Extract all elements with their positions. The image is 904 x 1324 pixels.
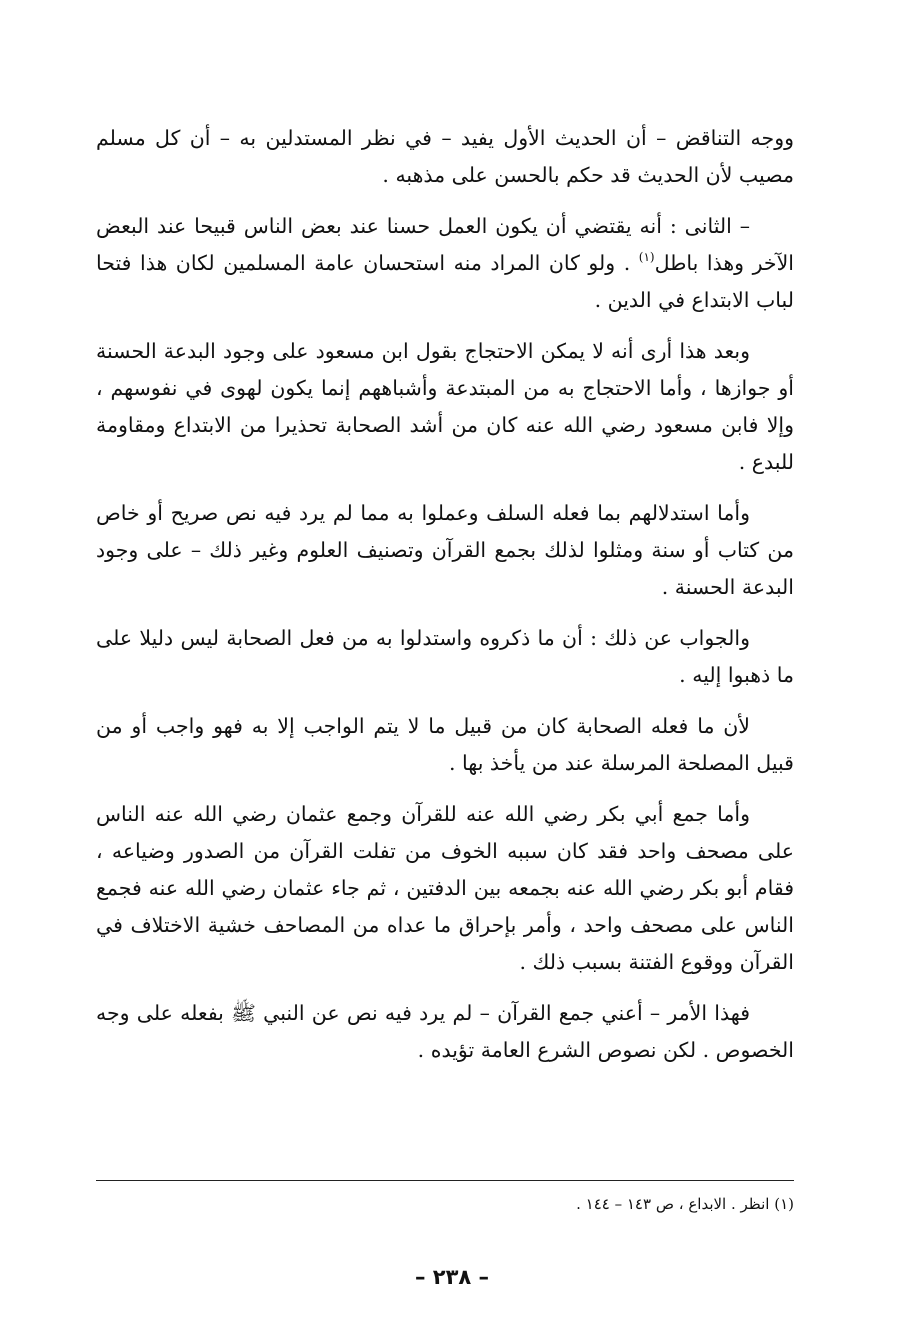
page-number: – ٢٣٨ – xyxy=(414,1265,490,1289)
paragraph-conclusion: فهذا الأمر – أعني جمع القرآن – لم يرد فيه نص عن النبي ﷺ بفعله على وجه الخصوص . لكن نصوص الشرع العامة تؤيده . xyxy=(96,1001,794,1062)
paragraph-ibn-masud: وبعد هذا أرى أنه لا يمكن الاحتجاج بقول ابن مسعود على وجود البدعة الحسنة أو جوازها ، وأما الاحتجاج به من المبتدعة وأشباههم إنما يكون لهوى في نفوسهم ، وإلا فابن مسعود رضي الله عنه كان من أشد الصحابة تحذيرا من الابتداع ومقاومة للبدع . xyxy=(96,339,794,474)
page-body xyxy=(96,120,794,1083)
footnote-reference: (١) xyxy=(638,250,655,264)
footnote: (١) انظر . الابداع ، ص ١٤٣ – ١٤٤ . xyxy=(576,1195,794,1213)
paragraph-second-point-text-b: . ولو كان المراد منه استحسان عامة المسلمين لكان هذا فتحا لباب الابتداع في الدين . xyxy=(96,251,794,312)
paragraph-second-point-text-a: – الثانى : أنه يقتضي أن يكون العمل حسنا عند بعض الناس قبيحا عند البعض الآخر وهذا باطل xyxy=(96,214,794,275)
paragraph-answer: والجواب عن ذلك : أن ما ذكروه واستدلوا به من فعل الصحابة ليس دليلا على ما ذهبوا إليه . xyxy=(96,626,794,687)
paragraph-contradiction: ووجه التناقض – أن الحديث الأول يفيد – في نظر المستدلين به – أن كل مسلم مصيب لأن الحديث قد حكم بالحسن على مذهبه . xyxy=(96,126,794,187)
footnote-divider xyxy=(96,1180,794,1181)
paragraph-quran-compilation: وأما جمع أبي بكر رضي الله عنه للقرآن وجمع عثمان رضي الله عنه الناس على مصحف واحد فقد كان سببه الخوف من تفلت القرآن من الصدور وضياعه ، فقام أبو بكر رضي الله عنه بجمعه بين الدفتين ، ثم جاء عثمان رضي الله عنه فجمع الناس على مصحف واحد ، وأمر بإحراق ما عداه من المصاحف خشية الاختلاف في القرآن ووقوع الفتنة بسبب ذلك . xyxy=(96,802,794,974)
paragraph-second-point xyxy=(96,208,794,319)
paragraph-reason: لأن ما فعله الصحابة كان من قبيل ما لا يتم الواجب إلا به فهو واجب أو من قبيل المصلحة المرسلة عند من يأخذ بها . xyxy=(96,714,794,775)
paragraph-salaf-argument: وأما استدلالهم بما فعله السلف وعملوا به مما لم يرد فيه نص صريح أو خاص من كتاب أو سنة ومثلوا لذلك بجمع القرآن وتصنيف العلوم وغير ذلك – على وجود البدعة الحسنة . xyxy=(96,501,794,599)
